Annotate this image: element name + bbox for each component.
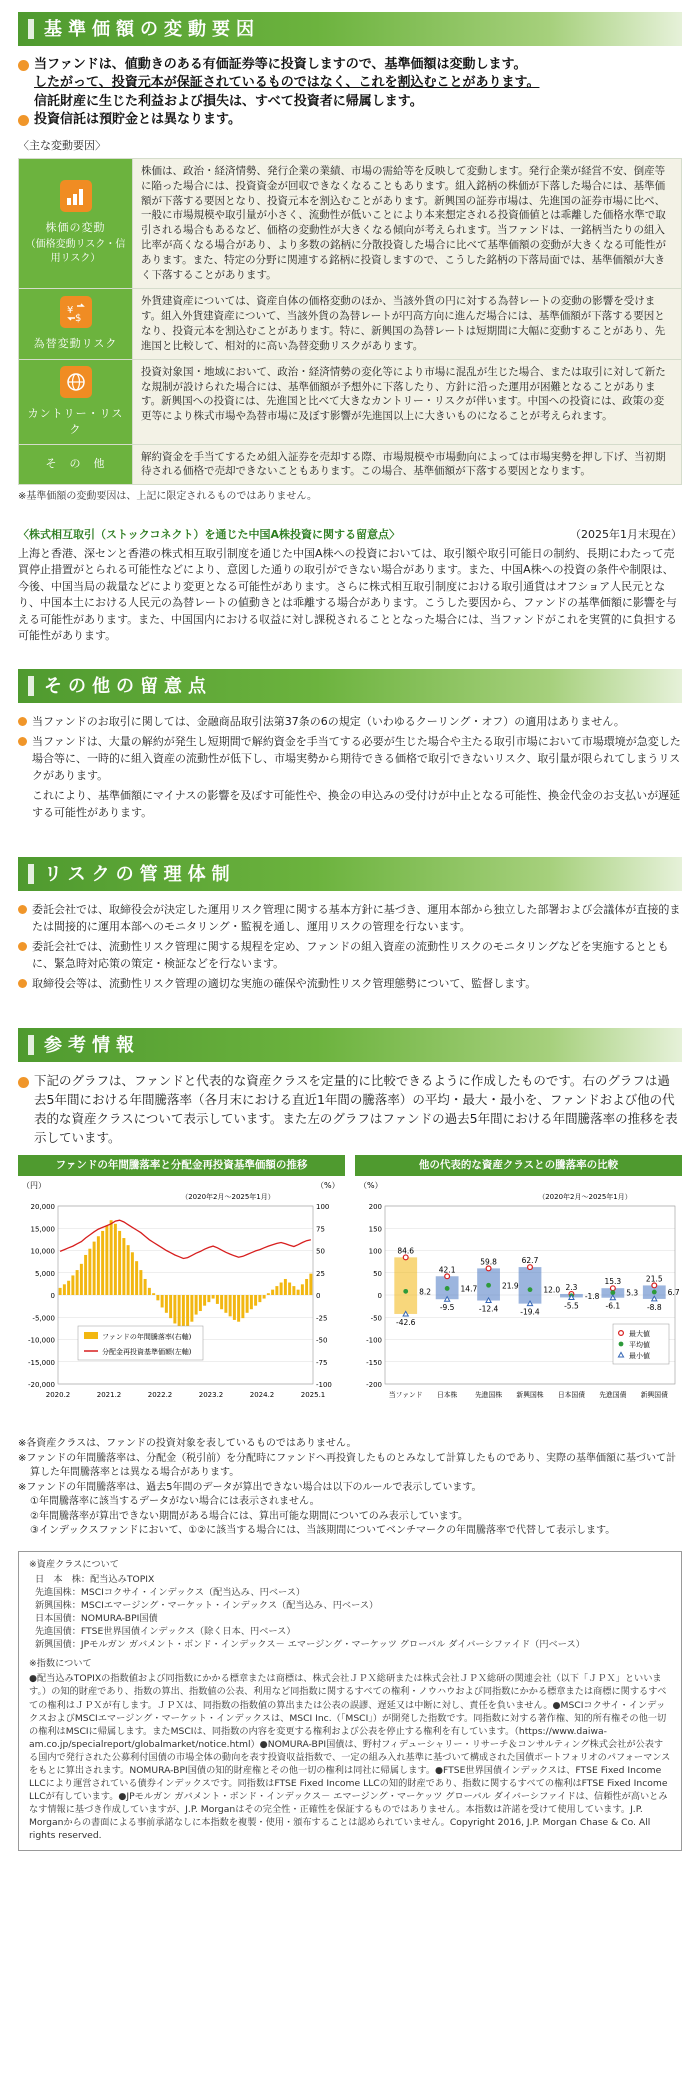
return-bar — [101, 1231, 104, 1295]
max-marker — [403, 1255, 408, 1260]
y-tick-label-right: 0 — [316, 1292, 321, 1301]
footnote: ※ファンドの年間騰落率は、過去5年間のデータが算出できない場合は以下のルールで表示しています。 — [18, 1481, 482, 1493]
max-marker — [528, 1265, 533, 1270]
index-notes-box — [18, 1551, 682, 1851]
risk-note: ※基準価額の変動要因は、上記に限定されるものではありません。 — [18, 491, 317, 503]
return-bar — [76, 1271, 79, 1296]
min-data-label: -42.6 — [396, 1318, 416, 1328]
return-bar — [156, 1295, 159, 1300]
footnote: ※各資産クラスは、ファンドの投資対象を表しているものではありません。 — [18, 1438, 357, 1450]
y-tick-label-right: 25 — [316, 1270, 325, 1279]
y-tick-label-right: -75 — [316, 1359, 328, 1368]
fluctuation-lead: 当ファンドは、値動きのある有価証券等に投資しますので、基準価額は変動します。 したがって、投資元本が保証されているものではなく、これを割込むことがあります。 信託財産に生じた利益および損失は、すべて投資者に帰属します。 投資信託は預貯金とは異なります。 — [18, 56, 682, 130]
range-bar — [394, 1258, 417, 1315]
y-tick-label: -100 — [366, 1336, 382, 1345]
avg-data-label: 14.7 — [460, 1284, 478, 1294]
charts-row — [18, 1155, 682, 1431]
return-bar — [280, 1283, 283, 1295]
section-title-other-notes: その他の留意点 — [18, 669, 682, 703]
list-item: 取締役会等は、流動性リスク管理の適切な実施の確保や流動性リスク管理態勢について、監督します。 — [18, 975, 682, 992]
risk-description: 投資対象国・地域において、政治・経済情勢の変化等により市場に混乱が生じた場合、または取引に対して新たな規制が設けられた場合には、基準価額が予想外に下落したり、方針に沿った運用が困難となることがあります。新興国への投資には、先進国と比べて大きなカントリー・リスクが伴います。中国への投資には、政策の変更等により株式市場や為替市場に及ぼす影響が先進国以上に大きいものになることが考えられます。 — [133, 359, 682, 444]
return-bar — [258, 1295, 261, 1302]
index-notes-title: ※指数について — [29, 1658, 92, 1670]
y-tick-label: 200 — [368, 1203, 382, 1212]
y-tick-label-left: 15,000 — [30, 1225, 55, 1234]
return-bar — [59, 1288, 62, 1295]
risk-description: 外貨建資産については、資産自体の価格変動のほか、当該外貨の円に対する為替レートの変動の影響を受けます。組入外貨建資産について、当該外貨の為替レートが円高方向に進んだ場合には、基準価額が下落する要因となり、投資元本を割込むことがあります。特に、新興国の為替レートは短期間に大幅に変動することがあり、先進国と比較して、相対的に高い為替変動リスクがあります。 — [133, 289, 682, 360]
return-bar — [144, 1279, 147, 1295]
bullet-icon — [18, 60, 29, 71]
return-bar — [297, 1290, 300, 1295]
y-tick-label-left: 10,000 — [30, 1247, 55, 1256]
return-bar — [250, 1295, 253, 1309]
asset-class-line: 日 本 株：配当込みTOPIX — [35, 1573, 155, 1585]
avg-marker — [445, 1287, 450, 1292]
max-data-label: 59.8 — [480, 1257, 497, 1267]
y-tick-label-right: 100 — [316, 1203, 330, 1212]
risk-management-list — [18, 901, 682, 992]
return-bar — [88, 1249, 91, 1295]
return-bar — [139, 1271, 142, 1296]
max-marker — [610, 1286, 615, 1291]
return-bar — [275, 1287, 278, 1296]
section-title-reference: 参考情報 — [18, 1028, 682, 1062]
y-tick-label: 150 — [368, 1225, 382, 1234]
currency-exchange-icon — [60, 296, 92, 328]
return-bar — [165, 1295, 168, 1313]
bullet-icon — [18, 115, 29, 126]
return-bar — [284, 1279, 287, 1295]
legend-swatch-bar — [84, 1332, 98, 1339]
return-bar — [122, 1239, 125, 1296]
min-data-label: -12.4 — [478, 1305, 499, 1315]
y-tick-label-left: 20,000 — [30, 1203, 55, 1212]
legend-label: 分配金再投資基準価額(左軸) — [102, 1348, 192, 1357]
chart-period: （2020年2月～2025年1月） — [538, 1193, 632, 1202]
return-bar — [301, 1285, 304, 1296]
return-bar — [241, 1295, 244, 1318]
return-bar — [152, 1294, 155, 1296]
x-category-label: 先進国株 — [474, 1391, 503, 1400]
avg-data-label: -1.8 — [584, 1292, 600, 1302]
y-tick-label-left: -15,000 — [27, 1359, 55, 1368]
min-data-label: -8.8 — [646, 1303, 662, 1313]
return-bar — [178, 1295, 181, 1329]
section-title-risk-management: リスクの管理体制 — [18, 857, 682, 891]
fund-chart — [18, 1155, 345, 1431]
y-tick-label-left: -5,000 — [32, 1314, 55, 1323]
min-data-label: -6.1 — [605, 1302, 621, 1312]
risk-row — [19, 359, 682, 444]
x-tick-label: 2021.2 — [96, 1391, 122, 1400]
return-bar — [233, 1295, 236, 1320]
max-marker — [652, 1284, 657, 1289]
avg-data-label: 8.2 — [419, 1287, 432, 1297]
x-category-label: 当ファンド — [388, 1391, 423, 1400]
return-bar — [169, 1295, 172, 1318]
y-tick-label-right: -25 — [316, 1314, 328, 1323]
stock-chart-icon — [60, 180, 92, 212]
asset-class-chart-title: 他の代表的な資産クラスとの騰落率の比較 — [355, 1155, 682, 1176]
footnote: ③インデックスファンドにおいて、①②に該当する場合には、当該期間についてベンチマークの年間騰落率で代替して表示します。 — [30, 1525, 616, 1537]
risk-description: 解約資金を手当てするため組入証券を売却する際、市場規模や市場動向によっては市場実勢を押し下げ、当初期待される価格で売却できないこともあります。この場合、基準価額が下落する要因となります。 — [133, 444, 682, 485]
legend-max-marker — [619, 1331, 624, 1336]
y-tick-label-right: 75 — [316, 1225, 325, 1234]
return-bar — [84, 1255, 87, 1295]
x-category-label: 日本国債 — [557, 1391, 586, 1400]
list-item: 当ファンドのお取引に関しては、金融商品取引法第37条の6の規定（いわゆるクーリング・オフ）の適用はありません。 — [18, 713, 682, 730]
avg-marker — [486, 1283, 491, 1288]
return-bar — [267, 1294, 270, 1296]
return-bar — [186, 1295, 189, 1329]
right-axis-unit: （%） — [316, 1181, 340, 1191]
return-bar — [93, 1242, 96, 1295]
bullet-icon — [18, 737, 27, 746]
return-bar — [127, 1246, 130, 1296]
return-bar — [195, 1295, 198, 1315]
return-bar — [161, 1295, 164, 1307]
y-axis-unit: （%） — [359, 1181, 383, 1191]
footnote: ②年間騰落率が算出できない期間がある場合には、算出可能な期間についてのみ表示しています。 — [30, 1510, 468, 1522]
return-bar — [71, 1276, 74, 1296]
max-data-label: 21.5 — [645, 1274, 663, 1284]
return-bar — [190, 1295, 193, 1322]
list-item: 当ファンドは、大量の解約が発生し短期間で解約資金を手当てする必要が生じた場合や主たる取引市場において市場環境が急変した場合等に、一時的に組入資産の流動性が低下し、市場実勢から期待できる価格で取引できないリスク、取引量が限られてしまうリスクがあります。 — [18, 733, 682, 784]
asset-class-line: 新興国債：JPモルガン ガバメント・ボンド・インデックス－ エマージング・マーケッツ グローバル ダイバーシファイド（円ベース） — [35, 1639, 585, 1651]
return-bar — [263, 1295, 266, 1299]
max-marker — [445, 1274, 450, 1279]
y-tick-label-left: -20,000 — [27, 1381, 55, 1390]
max-data-label: 2.3 — [565, 1283, 578, 1293]
y-tick-label-right: 50 — [316, 1247, 325, 1256]
return-bar — [292, 1287, 295, 1296]
risk-name: カントリー・リスク — [27, 406, 124, 436]
return-bar — [148, 1288, 151, 1295]
risk-sub-label: 〈主な変動要因〉 — [18, 138, 106, 152]
legend-label: 最大値 — [629, 1330, 650, 1339]
risk-row — [19, 158, 682, 288]
x-category-label: 日本株 — [436, 1391, 458, 1400]
x-tick-label: 2024.2 — [249, 1391, 275, 1400]
min-data-label: -19.4 — [520, 1308, 540, 1318]
return-bar — [271, 1290, 274, 1295]
index-notes-text: ●配当込みTOPIXの指数値および同指数にかかる標章または商標は、株式会社ＪＰＸ総研または株式会社ＪＰＸ総研の関連会社（以下「ＪＰＸ」といいます。）の知的財産であり、指数の算出、指数値の公表、利用など同指数に関するすべての権利・ノウハウおよび同指数にかかる標章または商標に関するすべての権利はＪＰＸが有します。ＪＰＸは、同指数の指数値の算出または公表の誤謬、遅延又は中断に対し、責任を負いません。●MSCIコクサイ・インデックスおよびMSCIエマージング・マーケット・インデックスは、MSCI Inc.（「MSCI」）が開発した指数です。同指数に対する著作権、知的所有権その他一切の権利はMSCIに帰属します。またMSCIは、同指数の内容を変更する権利および公表を停止する権利を有しています。（https://www.daiwa-am.co.jp/specialreport/globalmarket/notice.html）●NOMURA-BPI国債は、野村フィデューシャリー・リサーチ＆コンサルティング株式会社が公表する国内で発行された公募利付国債の市場全体の動向を表す投資収益指数で、一定の組み入れ基準に基づいて構成された国債ポートフォリオのパフォーマンスをもとに算出されます。NOMURA-BPI国債の知的財産権とその他一切の権利は同社に帰属します。●FTSE世界国債インデックスは、FTSE Fixed Income LLCにより運営されている債券インデックスです。同指数はFTSE Fixed Income LLCの知的財産であり、指数に関するすべての権利はFTSE Fixed Income LLCが有しています。●JPモルガン ガバメント・ボンド・インデックス－ エマージング・マーケッツ グローバル ダイバーシファイドは、信頼性が高いとみなす情報に基づき作成していますが、J.P. Morganはその完全性・正確性を保証するものではありません。本指数は許諾を受けて使用しています。J.P. Morganからの書面による事前承諾なしに本指数を複製・使用・頒布することは認められていません。Copyright 2016, J.P. Morgan Chase & Co. All rights reserved. — [29, 1673, 671, 1842]
max-data-label: 62.7 — [521, 1256, 539, 1266]
x-tick-label: 2023.2 — [198, 1391, 224, 1400]
asset-class-chart-svg — [355, 1176, 682, 1426]
risk-row — [19, 444, 682, 485]
return-bar — [110, 1221, 113, 1296]
y-tick-label: 100 — [368, 1247, 382, 1256]
return-bar — [216, 1295, 219, 1304]
return-bar — [97, 1237, 100, 1296]
y-tick-label: -200 — [366, 1381, 382, 1390]
list-item: これにより、基準価額にマイナスの影響を及ぼす可能性や、換金の申込みの受付けが中止となる可能性、換金代金のお支払いが遅延する可能性があります。 — [32, 788, 681, 819]
return-bar — [114, 1224, 117, 1295]
return-bar — [224, 1295, 227, 1313]
y-tick-label-right: -50 — [316, 1336, 328, 1345]
bullet-icon — [18, 905, 27, 914]
legend-label: 最小値 — [629, 1352, 650, 1361]
x-tick-label: 2022.2 — [147, 1391, 173, 1400]
risk-table — [18, 158, 682, 486]
bullet-icon — [18, 1077, 29, 1088]
x-category-label: 新興国株 — [516, 1391, 544, 1400]
stock-connect-title: 〈株式相互取引（ストックコネクト）を通じた中国A株投資に関する留意点〉 — [18, 527, 400, 541]
other-notes-list — [18, 713, 682, 821]
list-item: 委託会社では、取締役会が決定した運用リスク管理に関する基本方針に基づき、運用本部から独立した部署および会議体が直接的または間接的に運用本部へのモニタリング・監視を通し、運用リスクの管理を行ないます。 — [18, 901, 682, 935]
return-bar — [246, 1295, 249, 1313]
stock-connect-date: （2025年1月末現在） — [570, 527, 682, 541]
asset-class-line: 先進国債：FTSE世界国債インデックス（除く日本、円ベース） — [35, 1626, 296, 1638]
y-tick-label-right: -100 — [316, 1381, 332, 1390]
return-bar — [203, 1295, 206, 1306]
left-axis-unit: （円） — [22, 1181, 46, 1191]
return-bar — [199, 1295, 202, 1311]
max-data-label: 15.3 — [604, 1277, 622, 1287]
return-bar — [135, 1262, 138, 1296]
return-bar — [220, 1295, 223, 1309]
risk-name: そ の 他 — [45, 457, 106, 471]
y-tick-label-left: -10,000 — [27, 1336, 55, 1345]
svg-text:$: $ — [74, 312, 81, 323]
asset-class-notes-title: ※資産クラスについて — [29, 1558, 119, 1570]
y-tick-label: 50 — [373, 1270, 382, 1279]
fund-chart-title: ファンドの年間騰落率と分配金再投資基準価額の推移 — [18, 1155, 345, 1176]
avg-marker — [652, 1290, 657, 1295]
risk-description: 株価は、政治・経済情勢、発行企業の業績、市場の需給等を反映して変動します。発行企業が経営不安、倒産等に陥った場合には、投資資金が回収できなくなることもあります。組入銘柄の株価が下落した場合には、基準価額が下落する要因となり、投資元本を割込むことがあります。新興国の証券市場は、先進国の証券市場に比べ、一般に市場規模や取引量が小さく、流動性が低いことにより本来想定される投資価値とは乖離した価格水準で取引される場合もあるなど、価格の変動性が大きくなる傾向が考えられます。当ファンドは、一銘柄当たりの組入比率が高くなる場合があり、より多数の銘柄に分散投資した場合に比べて基準価額の変動が大きくなる可能性があります。また、特定の分野に関連する銘柄に投資しますので、こうした銘柄の下落局面では、基準価額が大きく下落することがあります。 — [133, 158, 682, 288]
return-bar — [63, 1285, 66, 1296]
y-tick-label-left: 5,000 — [34, 1270, 55, 1279]
return-bar — [67, 1281, 70, 1295]
risk-name: 株価の変動 — [45, 221, 106, 235]
risk-subname: （価格変動リスク・信用リスク） — [25, 239, 126, 265]
y-tick-label-left: 0 — [50, 1292, 55, 1301]
fund-chart-svg — [18, 1176, 345, 1426]
bullet-icon — [18, 717, 27, 726]
return-bar — [212, 1295, 215, 1299]
avg-data-label: 12.0 — [543, 1286, 561, 1296]
return-bar — [254, 1295, 257, 1306]
svg-text:¥: ¥ — [66, 304, 73, 316]
max-data-label: 42.1 — [438, 1265, 456, 1275]
asset-class-line: 先進国株：MSCIコクサイ・インデックス（配当込み、円ベース） — [35, 1587, 306, 1599]
return-bar — [237, 1295, 240, 1322]
avg-data-label: 21.9 — [501, 1281, 519, 1291]
reference-lead: 下記のグラフは、ファンドと代表的な資産クラスを定量的に比較できるように作成したものです。右のグラフは過去5年間における年間騰落率（各月末における直近1年間の騰落率）の平均・最大・最小を、ファンドおよび他の代表的な資産クラスについて表示しています。また左のグラフはファンドの過去5年間における年間騰落率の推移を表示しています。 — [18, 1072, 682, 1147]
return-bar — [207, 1295, 210, 1302]
asset-class-line: 日本国債：NOMURA-BPI国債 — [35, 1613, 158, 1625]
return-bar — [173, 1295, 176, 1323]
list-item: 委託会社では、流動性リスク管理に関する規程を定め、ファンドの組入資産の流動性リスクのモニタリングなどを実施するとともに、緊急時対応策の策定・検証などを行ないます。 — [18, 938, 682, 972]
stock-connect-header — [18, 527, 682, 543]
footnote: ※ファンドの年間騰落率は、分配金（税引前）を分配時にファンドへ再投資したものとみなして計算したものであり、実際の基準価額に基づいて計算した年間騰落率とは異なる場合があります。 — [18, 1452, 676, 1479]
stock-connect-body: 上海と香港、深センと香港の株式相互取引制度を通じた中国A株への投資においては、取引額や取引可能日の制約、長期にわたって売買停止措置がとられる可能性などにより、意図した通りの取引ができない場合があります。また、中国A株への投資の条件や制限は、今後、中国当局の裁量などにより変更となる可能性があります。さらに株式相互取引制度における取引通貨はオフショア人民元となり、中国本土における人民元の為替レートの値動きとは乖離する場合があります。こうした要因から、ファンドの基準価額に影響を与える可能性があります。また、中国国内における収益に対し課税されることとなった場合には、当ファンドがこれを実質的に負担する可能性があります。 — [18, 546, 677, 643]
avg-marker — [403, 1289, 408, 1294]
max-data-label: 84.6 — [397, 1246, 415, 1256]
y-tick-label: -150 — [366, 1359, 382, 1368]
range-bar — [519, 1268, 542, 1305]
risk-name: 為替変動リスク — [33, 336, 118, 350]
footnote: ①年間騰落率に該当するデータがない場合には表示されません。 — [30, 1496, 320, 1508]
return-bar — [305, 1279, 308, 1295]
min-data-label: -9.5 — [439, 1303, 455, 1313]
y-tick-label: 0 — [377, 1292, 382, 1301]
x-category-label: 新興国債 — [640, 1391, 668, 1400]
return-bar — [80, 1264, 83, 1295]
asset-class-line: 新興国株：MSCIエマージング・マーケット・インデックス（配当込み、円ベース） — [35, 1600, 379, 1612]
legend-avg-marker — [619, 1342, 624, 1347]
bullet-icon — [18, 979, 27, 988]
x-category-label: 先進国債 — [599, 1391, 627, 1400]
avg-marker — [528, 1288, 533, 1293]
chart-period: （2020年2月～2025年1月） — [181, 1193, 275, 1202]
return-bar — [309, 1274, 312, 1295]
return-bar — [131, 1253, 134, 1296]
max-marker — [486, 1266, 491, 1271]
return-bar — [229, 1295, 232, 1316]
return-bar — [288, 1283, 291, 1295]
section-title-fluctuation: 基準価額の変動要因 — [18, 12, 682, 46]
risk-row — [19, 289, 682, 360]
min-data-label: -5.5 — [564, 1301, 579, 1311]
x-tick-label: 2025.1 — [300, 1391, 326, 1400]
footnotes — [18, 1437, 682, 1539]
legend-label: 平均値 — [629, 1341, 650, 1350]
return-bar — [118, 1231, 121, 1295]
y-tick-label: -50 — [370, 1314, 382, 1323]
avg-data-label: 6.7 — [667, 1288, 680, 1298]
asset-class-chart — [355, 1155, 682, 1431]
return-bar — [105, 1226, 108, 1295]
x-tick-label: 2020.2 — [45, 1391, 71, 1400]
bullet-icon — [18, 942, 27, 951]
legend-label: ファンドの年間騰落率(右軸) — [102, 1333, 192, 1342]
avg-data-label: 5.3 — [626, 1289, 639, 1299]
globe-icon — [60, 366, 92, 398]
